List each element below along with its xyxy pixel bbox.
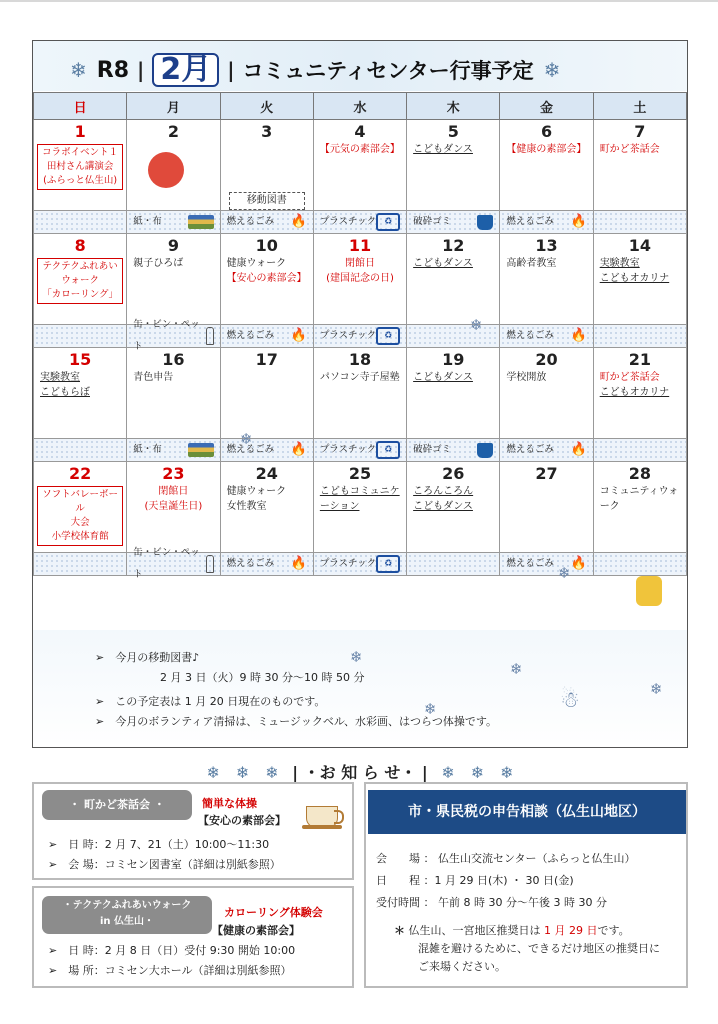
day-number: 12 (442, 236, 465, 255)
trash-info (34, 553, 126, 575)
trash-label: 燃えるごみ (506, 444, 554, 455)
day-number: 3 (261, 122, 273, 141)
title-divider: | (227, 58, 235, 82)
day-cell (313, 234, 406, 325)
trash-info (407, 553, 499, 575)
day-cell-body (594, 350, 686, 438)
title-month: 2月 (152, 53, 219, 87)
day-cell-body (127, 236, 219, 324)
plastic-recycle-icon: ♻ (376, 213, 400, 231)
paper-bundle-icon (188, 443, 214, 457)
trash-info (127, 547, 219, 580)
day-cell-body (594, 464, 686, 552)
snowflake-icon: ❄ (558, 564, 571, 582)
day-number: 5 (447, 122, 459, 141)
event-item: ころんころん (413, 486, 474, 497)
tax-consult-header: 市・県民税の申告相談（仏生山地区） (368, 790, 686, 834)
day-number: 1 (74, 122, 86, 141)
snowflake-icon: ❄ (470, 763, 485, 782)
event-item: こどもらぼ (40, 387, 90, 398)
day-cell (500, 462, 593, 553)
oni-illustration (148, 152, 184, 188)
event-item: 実験教室 (599, 258, 640, 269)
weekday-wed: 水 (313, 93, 406, 120)
plastic-recycle-icon: ♻ (376, 555, 400, 573)
snowflake-icon: ❄ (650, 680, 663, 698)
machikado-group: 【安心の素部会】 (198, 814, 286, 827)
trash-label: 燃えるごみ (226, 216, 275, 227)
week-row (34, 234, 687, 325)
day-cell (593, 234, 686, 325)
trash-cell (34, 553, 127, 576)
page-title (60, 52, 660, 88)
mobile-library-box: 移動図書 (229, 192, 305, 210)
title-text: コミュニティセンター行事予定 (242, 59, 534, 83)
snowflake-icon: ❄ (543, 58, 561, 82)
day-cell (127, 234, 220, 325)
event-item: 町かど茶話会 (599, 144, 660, 155)
machikado-line-2: ➢ 会 場：コミセン図書室（詳細は別紙参照） (48, 858, 281, 871)
trash-cell (220, 439, 313, 462)
day-cell-body (314, 350, 406, 438)
event-item: こどもダンス (413, 144, 473, 155)
snowflake-icon: ❄ (206, 763, 220, 782)
trash-info (314, 325, 406, 347)
trash-cell (593, 211, 686, 234)
trash-label: 破砕ゴミ (413, 444, 452, 455)
day-cell (407, 348, 500, 439)
plastic-recycle-icon: ♻ (376, 441, 400, 459)
day-cell-body (34, 464, 126, 552)
title-divider: | (137, 58, 145, 82)
special-event-line: (ふらっと仏生山) (43, 175, 118, 186)
event-item: 学校開放 (506, 372, 547, 383)
event-item: (建国記念の日) (326, 273, 394, 284)
day-number: 7 (634, 122, 646, 141)
trash-info (221, 439, 313, 461)
day-number: 2 (167, 122, 179, 141)
day-cell (407, 120, 500, 211)
week-row (34, 348, 687, 439)
day-cell (220, 462, 313, 553)
weekday-sat: 土 (593, 93, 686, 120)
tekuteku-venue: 場 所：コミセン大ホール（詳細は別紙参照） (68, 964, 292, 977)
day-number: 15 (69, 350, 92, 369)
week-row (34, 462, 687, 553)
trash-label: 燃えるごみ (506, 216, 554, 227)
day-number: 28 (628, 464, 651, 483)
day-cell (500, 348, 593, 439)
day-cell-body (34, 350, 126, 438)
snowflake-icon: ❄ (240, 430, 253, 448)
special-event-box (37, 144, 123, 190)
weekday-sun: 日 (34, 93, 127, 120)
day-number: 17 (255, 350, 278, 369)
event-item: 高齢者教室 (506, 258, 557, 269)
special-event-line: ウォーク (61, 275, 99, 286)
trash-label: 燃えるごみ (226, 558, 275, 569)
tax-consult-schedule: 日 程 ：1 月 29 日(木) ・ 30 日(金) (376, 874, 574, 887)
day-cell-body (127, 464, 219, 552)
day-number: 22 (69, 464, 92, 483)
trash-cell (220, 211, 313, 234)
trash-cell (313, 325, 406, 348)
day-cell-body (500, 236, 592, 324)
tekuteku-line-1: ➢ 日 時：2 月 8 日（日）受付 9:30 開始 10:00 (48, 944, 296, 957)
tax-consult-note-1c: です。 (597, 924, 630, 937)
day-cell-body (314, 122, 406, 210)
event-item: 女性教室 (226, 501, 267, 512)
trash-cell (220, 325, 313, 348)
event-item: 健康ウォーク (226, 258, 287, 269)
day-cell-body (221, 122, 313, 210)
note-3-text: 今月のボランティア清掃は、ミュージックベル、水彩画、はつらつ体操です。 (115, 715, 498, 728)
trash-info (127, 319, 219, 352)
calendar-table (33, 92, 687, 580)
machikado-line-1: ➢ 日 時：2 月 7、21（土）10:00～11:30 (48, 838, 270, 851)
day-cell (407, 462, 500, 553)
trash-info (500, 553, 592, 575)
trash-label: 燃えるごみ (226, 330, 275, 341)
trash-cell (127, 547, 220, 580)
day-number: 16 (162, 350, 185, 369)
snowflake-icon: ❄ (70, 58, 87, 82)
day-number: 27 (535, 464, 558, 483)
trash-cell (34, 325, 127, 348)
day-cell-body (407, 350, 499, 438)
day-number: 21 (628, 350, 651, 369)
note-1-text: 今月の移動図書♪ (115, 651, 200, 664)
trash-cell (407, 325, 500, 348)
day-number: 13 (535, 236, 558, 255)
trash-info (500, 211, 592, 233)
trash-cell (34, 211, 127, 234)
tax-consult-hours: 受付時間 ： 午前 8 時 30 分～午後 3 時 30 分 (376, 896, 607, 909)
trash-label: 缶・ビン・ペット (133, 319, 200, 352)
day-cell-body (314, 236, 406, 324)
day-cell (313, 462, 406, 553)
trash-info (34, 439, 126, 461)
trash-cell (34, 439, 127, 462)
fire-icon: 🔥 (570, 214, 587, 229)
special-event-line: コラボイベント１ (42, 147, 119, 158)
trash-label: プラスチック (319, 216, 377, 227)
bottle-icon (206, 327, 214, 345)
trash-label: プラスチック (319, 330, 377, 341)
trash-cell (127, 211, 220, 234)
day-number: 19 (442, 350, 465, 369)
special-event-line: ソフトバレーボール (42, 489, 119, 514)
tax-consult-venue: 会 場 ： 仏生山交流センター（ふらっと仏生山） (376, 852, 636, 865)
day-cell (593, 348, 686, 439)
day-cell-body (594, 122, 686, 210)
day-cell (34, 462, 127, 553)
snowflake-icon: ❄ (350, 648, 363, 666)
day-number: 9 (167, 236, 179, 255)
trash-label: 燃えるごみ (506, 330, 554, 341)
machikado-pill: ・ 町かど茶話会 ・ (42, 790, 192, 820)
weekday-thu: 木 (407, 93, 500, 120)
trash-info (34, 211, 126, 233)
day-cell (220, 120, 313, 211)
trash-info (594, 325, 686, 347)
event-item: 青色申告 (133, 372, 174, 383)
day-cell-body (407, 236, 499, 324)
trash-cell (593, 325, 686, 348)
trash-label: 紙・布 (133, 444, 162, 455)
day-cell (34, 120, 127, 211)
day-number: 23 (162, 464, 185, 483)
fire-icon: 🔥 (290, 442, 307, 457)
day-number: 4 (354, 122, 366, 141)
day-cell (313, 348, 406, 439)
tekuteku-pill-line-2: in 仏生山・ (99, 916, 155, 927)
trash-label: 燃えるごみ (506, 558, 554, 569)
trash-cell (407, 211, 500, 234)
trash-info (500, 325, 592, 347)
trash-cell (313, 211, 406, 234)
weekday-mon: 月 (127, 93, 220, 120)
trash-cell (500, 553, 593, 576)
trash-info (594, 553, 686, 575)
oshirase-heading: ❄ ❄ ❄ | ・お 知 ら せ・ | ❄ ❄ ❄ (206, 763, 514, 782)
trash-label: 缶・ビン・ペット (133, 547, 200, 580)
special-event-line: 「カローリング」 (42, 289, 119, 300)
trash-row (34, 325, 687, 348)
event-item: (天皇誕生日) (144, 501, 203, 512)
day-cell-body (221, 464, 313, 552)
trash-info (221, 553, 313, 575)
event-item: こどもオカリナ (599, 387, 670, 398)
note-2-text: この予定表は 1 月 20 日現在のものです。 (115, 695, 326, 708)
tekuteku-tag: カローリング体験会 (224, 906, 323, 919)
day-number: 24 (255, 464, 278, 483)
event-item: コミュニティウォーク (599, 486, 679, 512)
trash-info (407, 325, 499, 347)
fire-icon: 🔥 (290, 556, 307, 571)
snowflake-icon: ❄ (265, 763, 279, 782)
trash-cell (500, 325, 593, 348)
tekuteku-line-2: ➢ 場 所：コミセン大ホール（詳細は別紙参照） (48, 964, 292, 977)
day-cell (593, 462, 686, 553)
machikado-datetime: 日 時：2 月 7、21（土）10:00～11:30 (68, 838, 270, 851)
tekuteku-pill-line-1: ・テクテクふれあいウォーク (62, 900, 192, 911)
week-row (34, 120, 687, 211)
day-cell (220, 234, 313, 325)
day-cell (407, 234, 500, 325)
event-item: 【安心の素部会】 (226, 273, 307, 284)
snowflake-icon: ❄ (235, 763, 250, 782)
event-item: 【元気の素部会】 (319, 144, 400, 155)
fire-icon: 🔥 (290, 328, 307, 343)
day-number: 10 (255, 236, 278, 255)
snowflake-icon: ❄ (441, 763, 455, 782)
snowflake-icon: ❄ (470, 316, 483, 334)
trash-info (500, 439, 592, 461)
snowflake-icon: ❄ (500, 763, 514, 782)
trash-info (221, 211, 313, 233)
trash-cell (220, 553, 313, 576)
trash-info (314, 439, 406, 461)
trash-cell (313, 439, 406, 462)
day-number: 25 (348, 464, 372, 483)
fire-icon: 🔥 (290, 214, 307, 229)
snowflake-icon: ❄ (424, 700, 437, 718)
day-number: 8 (74, 236, 86, 255)
day-number: 14 (628, 236, 651, 255)
day-cell (593, 120, 686, 211)
trash-info (221, 325, 313, 347)
special-event-line: 大会 (70, 517, 90, 528)
trash-info (407, 439, 499, 461)
event-item: こどもオカリナ (599, 273, 670, 284)
trash-cell (127, 319, 220, 352)
trash-cell (407, 553, 500, 576)
snowflake-icon: ❄ (510, 660, 523, 678)
trash-row (34, 211, 687, 234)
event-item: 閉館日 (158, 486, 189, 497)
event-item: 健康ウォーク (226, 486, 287, 497)
day-number: 11 (348, 236, 372, 255)
note-3: ➢ 今月のボランティア清掃は、ミュージックベル、水彩画、はつらつ体操です。 (95, 715, 498, 728)
trash-cell (127, 439, 220, 462)
tax-consult-note-1a: 仏生山、一宮地区推奨日は (408, 924, 541, 937)
machikado-tag: 簡単な体操 (202, 797, 257, 810)
trash-info (314, 553, 406, 575)
trash-label: 破砕ゴミ (413, 216, 452, 227)
oshirase-text: ・お 知 ら せ・ (303, 763, 417, 782)
trash-cell (500, 439, 593, 462)
trash-info (594, 211, 686, 233)
special-event-line: テクテクふれあい (42, 261, 118, 272)
day-cell-body (594, 236, 686, 324)
tax-consult-recommended-date: 1 月 29 日 (544, 924, 598, 937)
trash-info (594, 439, 686, 461)
trash-label: プラスチック (319, 444, 377, 455)
paper-bundle-icon (188, 215, 214, 229)
day-cell (34, 348, 127, 439)
day-cell-body (500, 122, 592, 210)
trash-info (407, 211, 499, 233)
event-item: 閉館日 (344, 258, 375, 269)
day-cell-body (407, 464, 499, 552)
note-1-detail: 2 月 3 日（火）9 時 30 分～10 時 50 分 (160, 671, 365, 684)
tax-consult-note-3: ご来場ください。 (418, 960, 506, 973)
event-item: こどもダンス (413, 501, 473, 512)
day-cell (34, 234, 127, 325)
day-cell (127, 348, 220, 439)
bottle-icon (206, 555, 214, 573)
trash-cell (407, 439, 500, 462)
day-number: 6 (540, 122, 553, 141)
event-item: 親子ひろば (133, 258, 184, 269)
fire-icon: 🔥 (570, 556, 587, 571)
day-cell (220, 348, 313, 439)
event-item: パソコン寺子屋塾 (319, 372, 400, 383)
special-event-line: 小学校体育館 (51, 531, 109, 542)
tekuteku-pill (42, 896, 212, 934)
day-cell (500, 120, 593, 211)
trash-cell (500, 211, 593, 234)
day-cell-body (500, 464, 592, 552)
event-item: こどもダンス (413, 372, 473, 383)
trash-row (34, 439, 687, 462)
note-2: ➢ この予定表は 1 月 20 日現在のものです。 (95, 695, 326, 708)
trash-cell (593, 439, 686, 462)
day-cell-body (221, 236, 313, 324)
event-item: 町かど茶話会 (599, 372, 660, 383)
trash-info (127, 439, 219, 461)
event-item: 実験教室 (40, 372, 80, 383)
bucket-icon (477, 443, 493, 458)
snowman-icon: ☃ (560, 688, 580, 713)
day-cell-body (34, 236, 126, 324)
day-cell-body (34, 122, 126, 210)
day-number: 20 (535, 350, 558, 369)
day-cell (127, 462, 220, 553)
trash-info (34, 325, 126, 347)
trash-label: 紙・布 (133, 216, 162, 227)
coffee-cup-icon (300, 792, 348, 832)
fire-icon: 🔥 (570, 328, 587, 343)
tekuteku-datetime: 日 時：2 月 8 日（日）受付 9:30 開始 10:00 (68, 944, 296, 957)
trash-cell (313, 553, 406, 576)
asterisk-icon: ＊ (394, 924, 405, 937)
day-cell-body (407, 122, 499, 210)
note-1: ➢ 今月の移動図書♪ (95, 651, 200, 664)
weekday-fri: 金 (500, 93, 593, 120)
day-number: 18 (348, 350, 372, 369)
machikado-venue: 会 場：コミセン図書室（詳細は別紙参照） (68, 858, 281, 871)
tekuteku-group: 【健康の素部会】 (212, 924, 300, 937)
trash-row (34, 553, 687, 576)
weekday-tue: 火 (220, 93, 313, 120)
special-event-box (37, 486, 123, 546)
day-cell-body (221, 350, 313, 438)
tax-consult-note-1 (394, 922, 630, 940)
special-event-line: 田村さん講演会 (46, 161, 114, 172)
trash-label: プラスチック (319, 558, 377, 569)
day-cell-body (127, 350, 219, 438)
weekday-header-row (34, 93, 687, 120)
trash-cell (593, 553, 686, 576)
event-item: こどもダンス (413, 258, 473, 269)
special-event-box (37, 258, 123, 304)
title-year: R8 (96, 57, 130, 83)
top-rule (0, 0, 718, 2)
event-item: 【健康の素部会】 (506, 144, 587, 155)
day-cell (313, 120, 406, 211)
plastic-recycle-icon: ♻ (376, 327, 400, 345)
event-item: こどもコミュニケーション (319, 486, 400, 512)
child-illustration (636, 576, 662, 606)
day-cell-body (314, 464, 406, 552)
tax-consult-note-2: 混雑を避けるために、できるだけ地区の推奨日に (418, 942, 660, 955)
fire-icon: 🔥 (570, 442, 587, 457)
day-number: 26 (442, 464, 465, 483)
trash-info (127, 211, 219, 233)
trash-label: 燃えるごみ (226, 444, 275, 455)
day-cell-body (500, 350, 592, 438)
trash-info (314, 211, 406, 233)
day-cell (500, 234, 593, 325)
bucket-icon (477, 215, 493, 230)
